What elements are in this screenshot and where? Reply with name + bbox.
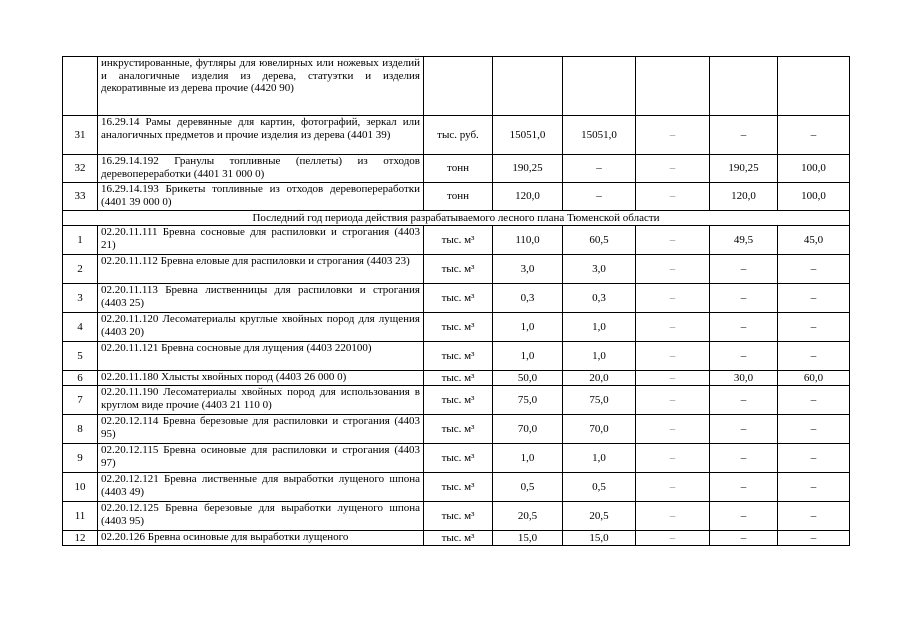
value-cell: – <box>636 531 710 546</box>
row-description: 02.20.11.113 Бревна лиственницы для распиловки и строгания (4403 25) <box>98 284 424 313</box>
value-cell: – <box>636 116 710 155</box>
table-row <box>63 284 850 313</box>
unit-cell: тыс. м³ <box>424 284 493 313</box>
value-cell: – <box>710 255 778 284</box>
table-row <box>63 386 850 415</box>
table-cell <box>563 57 636 116</box>
value-cell: 15051,0 <box>563 116 636 155</box>
value-cell: 120,0 <box>710 183 778 211</box>
unit-cell: тыс. м³ <box>424 342 493 371</box>
table-row <box>63 255 850 284</box>
row-number: 5 <box>63 342 98 371</box>
row-number: 32 <box>63 155 98 183</box>
value-cell: – <box>636 313 710 342</box>
value-cell: – <box>710 116 778 155</box>
table-cell <box>636 57 710 116</box>
row-description: 02.20.11.190 Лесоматериалы хвойных пород для использования в круглом виде прочие (4403 21 110 0) <box>98 386 424 415</box>
value-cell: 15,0 <box>493 531 563 546</box>
table-cell <box>710 57 778 116</box>
value-cell: – <box>710 415 778 444</box>
value-cell: – <box>636 415 710 444</box>
row-number: 10 <box>63 473 98 502</box>
table-cell <box>493 57 563 116</box>
row-number: 3 <box>63 284 98 313</box>
value-cell: 120,0 <box>493 183 563 211</box>
section-title: Последний год периода действия разрабатываемого лесного плана Тюменской области <box>63 211 850 226</box>
row-description: 02.20.12.125 Бревна березовые для выработки лущеного шпона (4403 95) <box>98 502 424 531</box>
table-row <box>63 473 850 502</box>
value-cell: 1,0 <box>493 313 563 342</box>
value-cell: – <box>778 415 850 444</box>
value-cell: 70,0 <box>563 415 636 444</box>
value-cell: 60,0 <box>778 371 850 386</box>
row-description: 02.20.12.121 Бревна лиственные для выработки лущеного шпона (4403 49) <box>98 473 424 502</box>
row-description: инкрустированные, футляры для ювелирных или ножевых изделий и аналогичные изделия из дерева, статуэтки и изделия декоративные из дерева прочие (4420 90) <box>98 57 424 116</box>
value-cell: – <box>710 444 778 473</box>
value-cell: – <box>778 386 850 415</box>
value-cell: – <box>778 342 850 371</box>
value-cell: 50,0 <box>493 371 563 386</box>
value-cell: – <box>778 473 850 502</box>
value-cell: 75,0 <box>563 386 636 415</box>
value-cell: 20,0 <box>563 371 636 386</box>
value-cell: 20,5 <box>563 502 636 531</box>
unit-cell: тыс. м³ <box>424 313 493 342</box>
unit-cell: тыс. м³ <box>424 226 493 255</box>
value-cell: – <box>710 342 778 371</box>
value-cell: – <box>636 342 710 371</box>
value-cell: 45,0 <box>778 226 850 255</box>
row-number: 1 <box>63 226 98 255</box>
value-cell: – <box>778 502 850 531</box>
table-row <box>63 116 850 155</box>
value-cell: 30,0 <box>710 371 778 386</box>
unit-cell: тыс. м³ <box>424 473 493 502</box>
value-cell: 60,5 <box>563 226 636 255</box>
table-row <box>63 502 850 531</box>
table-cell <box>778 57 850 116</box>
row-description: 16.29.14.193 Брикеты топливные из отходов деревопереработки (4401 39 000 0) <box>98 183 424 211</box>
value-cell: – <box>636 371 710 386</box>
table-row <box>63 415 850 444</box>
value-cell: – <box>710 502 778 531</box>
value-cell: 1,0 <box>563 444 636 473</box>
table-row <box>63 531 850 546</box>
value-cell: 15,0 <box>563 531 636 546</box>
value-cell: – <box>710 313 778 342</box>
value-cell: 190,25 <box>710 155 778 183</box>
value-cell: 1,0 <box>493 444 563 473</box>
table-row <box>63 57 850 116</box>
row-description: 02.20.11.121 Бревна сосновые для лущения (4403 220100) <box>98 342 424 371</box>
table-row <box>63 183 850 211</box>
value-cell: – <box>778 531 850 546</box>
value-cell: 0,3 <box>563 284 636 313</box>
row-description: 02.20.12.114 Бревна березовые для распиловки и строгания (4403 95) <box>98 415 424 444</box>
unit-cell: тыс. м³ <box>424 502 493 531</box>
value-cell: – <box>636 226 710 255</box>
unit-cell: тыс. м³ <box>424 444 493 473</box>
value-cell: – <box>778 444 850 473</box>
value-cell: 1,0 <box>493 342 563 371</box>
value-cell: – <box>778 116 850 155</box>
unit-cell: тыс. м³ <box>424 386 493 415</box>
table-row <box>63 226 850 255</box>
value-cell: 75,0 <box>493 386 563 415</box>
row-number: 33 <box>63 183 98 211</box>
value-cell: – <box>636 284 710 313</box>
value-cell: 0,3 <box>493 284 563 313</box>
value-cell: 0,5 <box>493 473 563 502</box>
row-description: 16.29.14 Рамы деревянные для картин, фотографий, зеркал или аналогичных предметов и прочие изделия из дерева (4401 39) <box>98 116 424 155</box>
row-description: 02.20.12.115 Бревна осиновые для распиловки и строгания (4403 97) <box>98 444 424 473</box>
table-row <box>63 313 850 342</box>
unit-cell: тыс. м³ <box>424 371 493 386</box>
row-number: 2 <box>63 255 98 284</box>
value-cell: 20,5 <box>493 502 563 531</box>
value-cell: 3,0 <box>563 255 636 284</box>
table-row <box>63 342 850 371</box>
row-description: 02.20.11.111 Бревна сосновые для распиловки и строгания (4403 21) <box>98 226 424 255</box>
value-cell: 100,0 <box>778 155 850 183</box>
value-cell: – <box>778 284 850 313</box>
value-cell: – <box>710 386 778 415</box>
value-cell: – <box>636 473 710 502</box>
value-cell: – <box>636 502 710 531</box>
section-header-row <box>63 211 850 226</box>
value-cell: – <box>710 531 778 546</box>
value-cell: 3,0 <box>493 255 563 284</box>
row-number: 31 <box>63 116 98 155</box>
value-cell: – <box>563 155 636 183</box>
value-cell: 1,0 <box>563 342 636 371</box>
table-row <box>63 155 850 183</box>
value-cell: – <box>710 473 778 502</box>
row-number: 6 <box>63 371 98 386</box>
row-number <box>63 57 98 116</box>
row-number: 9 <box>63 444 98 473</box>
row-description: 16.29.14.192 Гранулы топливные (пеллеты) из отходов деревопереработки (4401 31 000 0) <box>98 155 424 183</box>
forest-plan-table <box>62 56 850 546</box>
unit-cell: тыс. м³ <box>424 531 493 546</box>
row-description: 02.20.11.120 Лесоматериалы круглые хвойных пород для лущения (4403 20) <box>98 313 424 342</box>
unit-cell: тонн <box>424 183 493 211</box>
row-description: 02.20.11.180 Хлысты хвойных пород (4403 26 000 0) <box>98 371 424 386</box>
unit-cell: тыс. м³ <box>424 415 493 444</box>
unit-cell: тонн <box>424 155 493 183</box>
value-cell: – <box>778 313 850 342</box>
value-cell: 110,0 <box>493 226 563 255</box>
value-cell: – <box>636 444 710 473</box>
value-cell: – <box>710 284 778 313</box>
value-cell: – <box>636 386 710 415</box>
value-cell: 0,5 <box>563 473 636 502</box>
value-cell: – <box>636 155 710 183</box>
value-cell: 15051,0 <box>493 116 563 155</box>
value-cell: – <box>563 183 636 211</box>
row-number: 4 <box>63 313 98 342</box>
table-cell <box>424 57 493 116</box>
row-description: 02.20.126 Бревна осиновые для выработки лущеного <box>98 531 424 546</box>
table-row <box>63 371 850 386</box>
table-row <box>63 444 850 473</box>
row-number: 11 <box>63 502 98 531</box>
value-cell: 100,0 <box>778 183 850 211</box>
unit-cell: тыс. руб. <box>424 116 493 155</box>
unit-cell: тыс. м³ <box>424 255 493 284</box>
row-number: 12 <box>63 531 98 546</box>
row-number: 8 <box>63 415 98 444</box>
value-cell: – <box>778 255 850 284</box>
value-cell: 1,0 <box>563 313 636 342</box>
row-number: 7 <box>63 386 98 415</box>
value-cell: 190,25 <box>493 155 563 183</box>
value-cell: – <box>636 183 710 211</box>
value-cell: – <box>636 255 710 284</box>
value-cell: 49,5 <box>710 226 778 255</box>
value-cell: 70,0 <box>493 415 563 444</box>
row-description: 02.20.11.112 Бревна еловые для распиловки и строгания (4403 23) <box>98 255 424 284</box>
